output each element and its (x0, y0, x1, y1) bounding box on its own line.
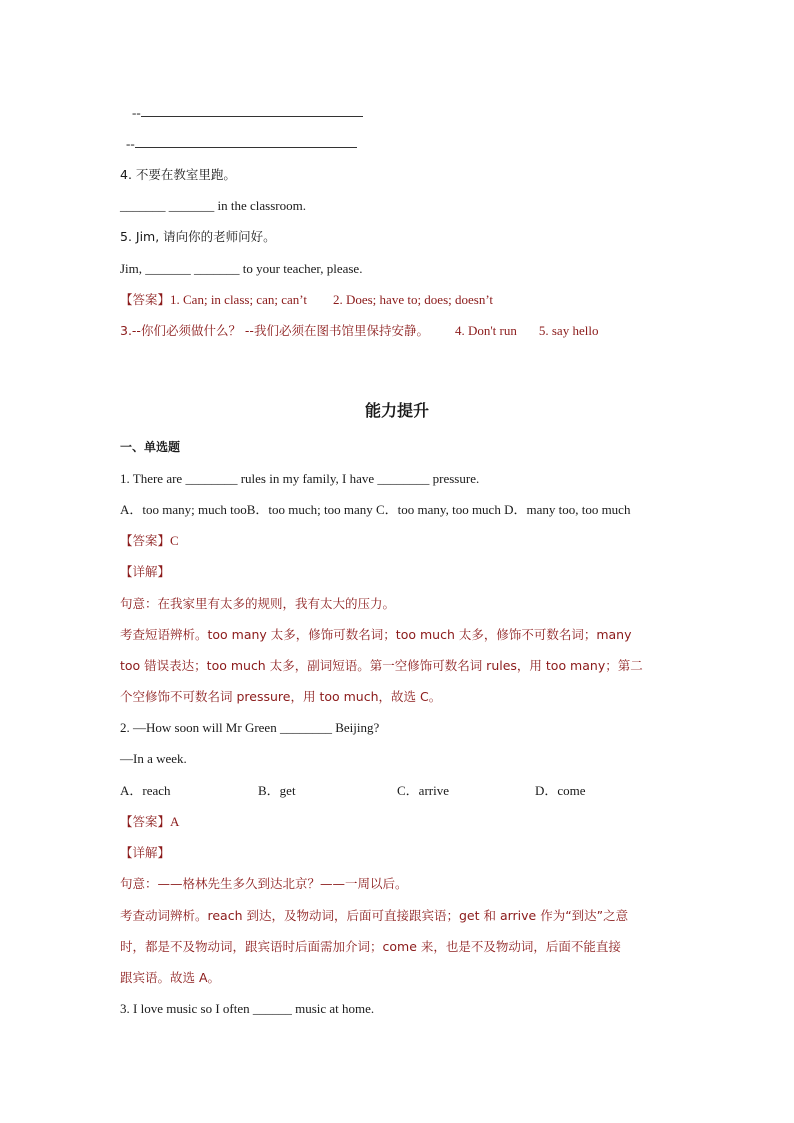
q2-detail-label: 【详解】 (120, 845, 171, 860)
subsection-title: 一、单选题 (120, 440, 181, 454)
q1-options: A．too many; much tooB．too much; too many C．too many, too much D．many too, too much (120, 502, 631, 517)
q2-options (120, 782, 586, 800)
q1-detail-line-3: too 错误表达；too much 太多，副词短语。第一空修饰可数名词 rules，用 too many；第二 (120, 658, 643, 673)
q4-chinese: 4. 不要在教室里跑。 (120, 167, 236, 182)
q2-stem: 2. —How soon will Mr Green ________ Beijing? (120, 720, 380, 735)
q2-detail-line-1: 句意：——格林先生多久到达北京？——一周以后。 (120, 876, 408, 891)
q2-stem-reply: —In a week. (120, 751, 187, 766)
q1-answer: 【答案】C (120, 533, 179, 548)
q2-detail-line-3: 时，都是不及物动词，跟宾语时后面需加介词；come 来，也是不及物动词，后面不能直接 (120, 939, 621, 954)
q2-option-a: A．reach (120, 783, 171, 798)
q1-detail-line-2: 考查短语辨析。too many 太多，修饰可数名词；too much 太多，修饰不可数名词；many (120, 627, 632, 642)
answer-blank-line-2: -- (126, 135, 357, 153)
q2-detail-line-2: 考查动词辨析。reach 到达，及物动词，后面可直接跟宾语；get 和 arrive 作为“到达”之意 (120, 908, 629, 923)
q2-option-c: C．arrive (397, 783, 449, 798)
top-answer-line-2: 3.--你们必须做什么？ --我们必须在图书馆里保持安静。 4. Don't run 5. say hello (120, 323, 599, 338)
q2-option-b: B．get (258, 783, 296, 798)
q4-english: _______ _______ in the classroom. (120, 198, 306, 213)
top-answer-line-1: 【答案】1. Can; in class; can; can’t 2. Does; have to; does; doesn’t (120, 292, 494, 307)
q1-stem: 1. There are ________ rules in my family, I have ________ pressure. (120, 471, 480, 486)
q2-option-d: D．come (535, 783, 586, 798)
q2-answer: 【答案】A (120, 814, 180, 829)
answer-blank-line-1: -- (132, 104, 363, 122)
q5-english: Jim, _______ _______ to your teacher, please. (120, 261, 363, 276)
q5-chinese: 5. Jim, 请向你的老师问好。 (120, 229, 276, 244)
q3-stem: 3. I love music so I often ______ music at home. (120, 1001, 375, 1016)
q2-detail-line-4: 跟宾语。故选 A。 (120, 970, 221, 985)
section-title: 能力提升 (364, 401, 429, 420)
q1-detail-label: 【详解】 (120, 564, 171, 579)
q1-detail-line-4: 个空修饰不可数名词 pressure，用 too much，故选 C。 (120, 689, 442, 704)
q1-detail-line-1: 句意：在我家里有太多的规则，我有太大的压力。 (120, 596, 396, 611)
